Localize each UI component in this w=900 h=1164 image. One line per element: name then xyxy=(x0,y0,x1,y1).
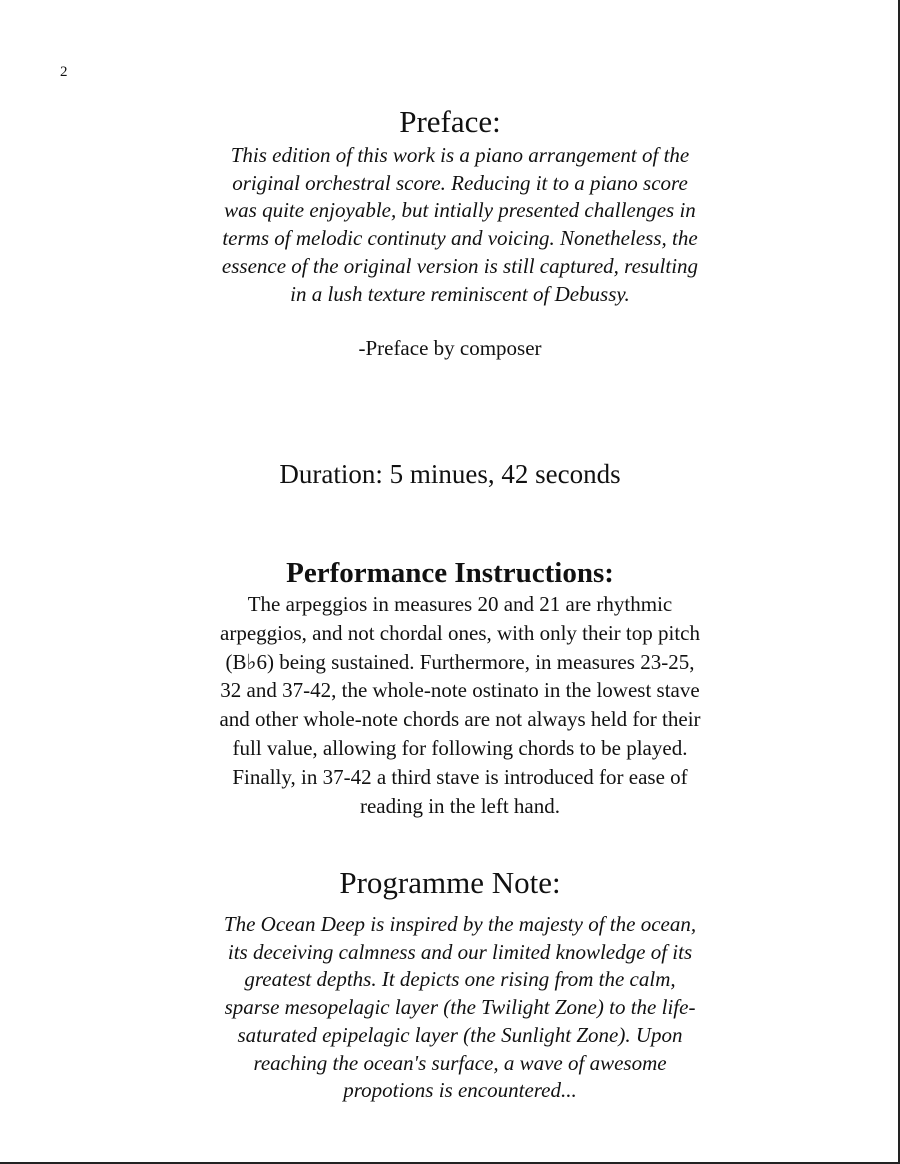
duration-text: Duration: 5 minues, 42 seconds xyxy=(279,459,621,489)
programme-line: sparse mesopelagic layer (the Twilight Zone) to the life- xyxy=(224,995,696,1020)
performance-line: arpeggios, and not chordal ones, with only their top pitch xyxy=(220,620,700,645)
preface-line: was quite enjoyable, but intially presented challenges in xyxy=(224,198,696,223)
preface-line: original orchestral score. Reducing it to a piano score xyxy=(232,170,688,195)
performance-line: reading in the left hand. xyxy=(359,793,560,818)
programme-line: its deceiving calmness and our limited knowledge of its xyxy=(227,939,693,964)
performance-line: 32 and 37-42, the whole-note ostinato in the lowest stave xyxy=(220,678,700,703)
programme-line: propotions is encountered... xyxy=(343,1078,577,1103)
performance-heading: Performance Instructions: xyxy=(286,557,614,589)
preface-line: This edition of this work is a piano arrangement of the xyxy=(230,143,690,167)
preface-heading: Preface: xyxy=(399,104,501,139)
performance-line: and other whole-note chords are not always held for their xyxy=(219,707,701,732)
programme-heading: Programme Note: xyxy=(339,865,561,900)
performance-line: (B♭6) being sustained. Furthermore, in measures 23-25, xyxy=(225,649,695,674)
page-number: 2 xyxy=(60,64,68,80)
programme-line: reaching the ocean's surface, a wave of awesome xyxy=(253,1050,667,1075)
performance-line: The arpeggios in measures 20 and 21 are rhythmic xyxy=(247,592,673,616)
performance-line: full value, allowing for following chords to be played. xyxy=(232,735,688,760)
preface-attribution: -Preface by composer xyxy=(358,336,542,360)
programme-line: saturated epipelagic layer (the Sunlight Zone). Upon xyxy=(237,1022,683,1047)
preface-line: terms of melodic continuty and voicing. Nonetheless, the xyxy=(222,226,698,251)
preface-line: essence of the original version is still captured, resulting xyxy=(221,253,699,278)
programme-paragraph xyxy=(150,911,770,1105)
performance-line: Finally, in 37-42 a third stave is introduced for ease of xyxy=(232,764,688,789)
programme-line: The Ocean Deep is inspired by the majesty of the ocean, xyxy=(223,912,697,936)
preface-line: in a lush texture reminiscent of Debussy. xyxy=(290,281,630,306)
performance-paragraph xyxy=(150,590,770,820)
programme-line: greatest depths. It depicts one rising from the calm, xyxy=(244,967,676,992)
preface-paragraph xyxy=(150,142,770,308)
